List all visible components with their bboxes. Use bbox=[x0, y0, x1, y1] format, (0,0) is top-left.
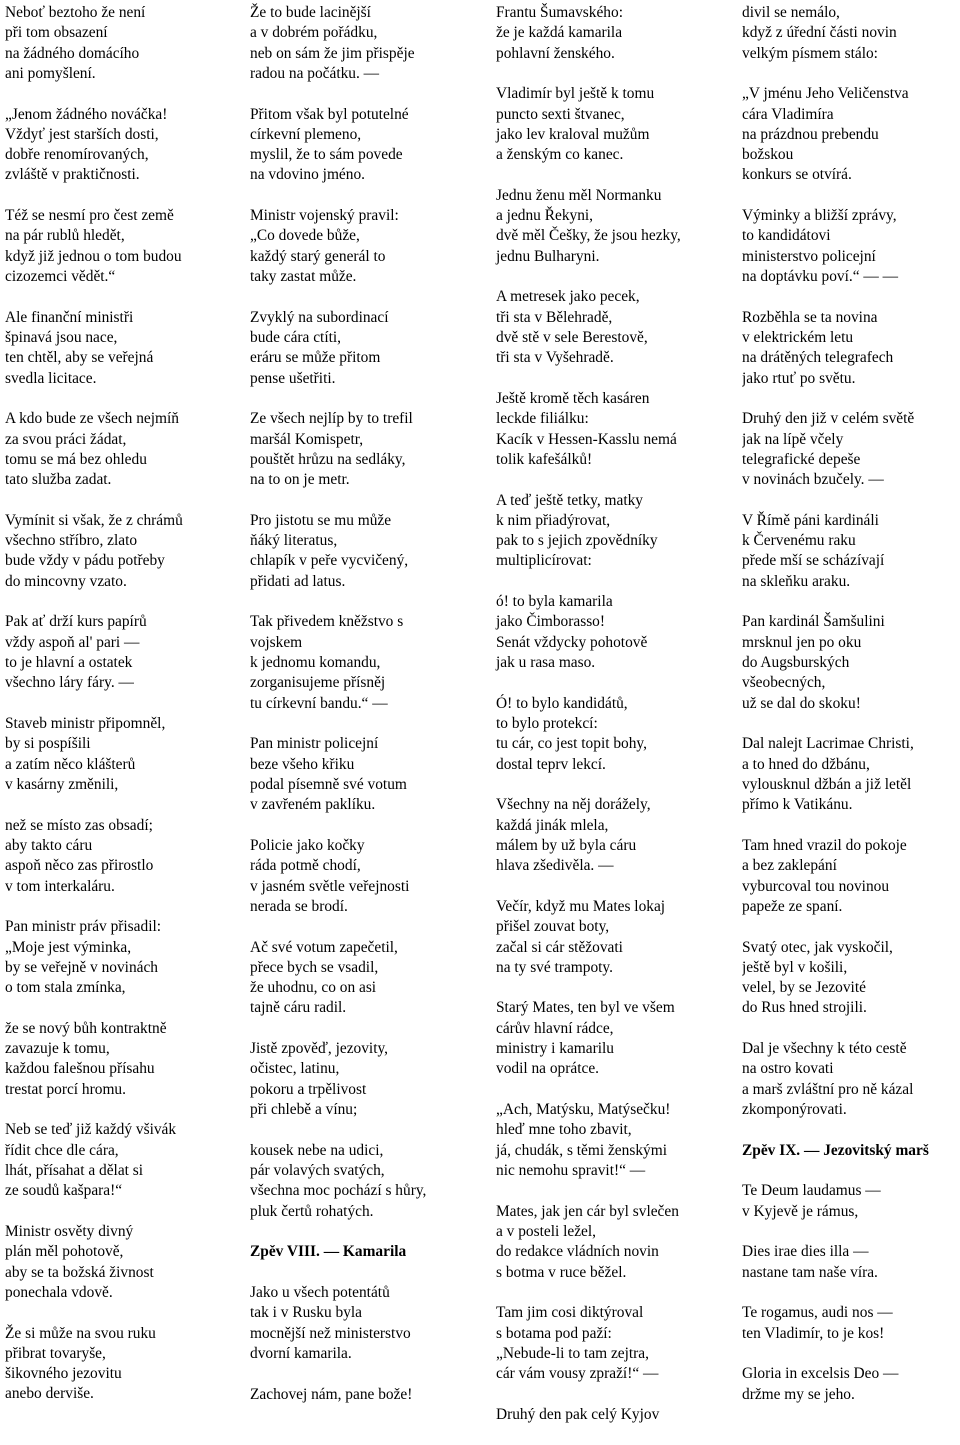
verse-line: Výminky a bližší zprávy, bbox=[742, 207, 897, 225]
verse-line: přede mší se scházívají bbox=[742, 552, 885, 570]
stanza bbox=[5, 105, 241, 186]
verse-line: jednu Bulharyni. bbox=[496, 247, 600, 265]
verse-line: Přitom však byl potutelné bbox=[250, 105, 409, 123]
verse-line: všechna moc pochází s hůry, bbox=[250, 1182, 427, 1200]
verse-line: Ale finanční ministři bbox=[5, 308, 134, 326]
verse-line: taky zastat může. bbox=[250, 268, 357, 286]
verse-line: Neb se teď již každý všivák bbox=[5, 1121, 177, 1139]
verse-line: když z úřední části novin bbox=[742, 24, 897, 42]
stanza bbox=[5, 308, 241, 389]
heading-text: Zpěv VIII. — Kamarila bbox=[250, 1243, 407, 1261]
verse-line: přibrat tovaryše, bbox=[5, 1344, 106, 1362]
verse-line: o tom stala zmínka, bbox=[5, 979, 126, 997]
verse-line: Vladimír byl ještě k tomu bbox=[496, 85, 655, 103]
verse-line: na doptávku poví.“ — — bbox=[742, 268, 899, 286]
verse-line: to bylo protekcí: bbox=[496, 715, 598, 733]
verse-line: a jednu Řekyni, bbox=[496, 207, 594, 225]
verse-line: zkomponýrovati. bbox=[742, 1100, 847, 1118]
verse-line: Senát vždycky pohotově bbox=[496, 633, 648, 651]
verse-line: přímo k Vatikánu. bbox=[742, 796, 853, 814]
stanza bbox=[5, 917, 241, 998]
stanza bbox=[5, 1120, 241, 1201]
verse-line: A teď ještě tetky, matky bbox=[496, 491, 644, 509]
verse-line: Staveb ministr připomněl, bbox=[5, 715, 166, 733]
verse-line: a zatím něco klášterů bbox=[5, 755, 136, 773]
verse-line: pouštět hrůzu na sedláky, bbox=[250, 450, 406, 468]
verse-line: v kasárny změnili, bbox=[5, 775, 119, 793]
verse-line: mocnější než ministerstvo bbox=[250, 1324, 411, 1342]
verse-line: Ač své votum zapečetil, bbox=[250, 938, 398, 956]
verse-line: tři sta v Vyšehradě. bbox=[496, 349, 614, 367]
verse-line: A kdo bude ze všech nejmíň bbox=[5, 410, 179, 428]
verse-line: a to hned do džbánu, bbox=[742, 755, 870, 773]
verse-line: Frantu Šumavského: bbox=[496, 4, 623, 21]
verse-line: Tam jim cosi diktýroval bbox=[496, 1304, 644, 1322]
verse-line: jako lev kraloval mužům bbox=[496, 125, 650, 143]
stanza bbox=[742, 308, 960, 389]
verse-line: dvorní kamarila. bbox=[250, 1344, 352, 1362]
stanza bbox=[496, 1303, 732, 1384]
verse-line: ještě byl v košili, bbox=[742, 958, 848, 976]
verse-line: tu cár, co jest topit bohy, bbox=[496, 735, 647, 753]
verse-line: ministerstvo policejní bbox=[742, 247, 876, 265]
verse-line: V Římě páni kardináli bbox=[742, 511, 879, 529]
stanza bbox=[742, 1181, 960, 1222]
verse-line: každá jinák mlela, bbox=[496, 816, 609, 834]
verse-line: jak na lípě včely bbox=[742, 430, 844, 448]
verse-line: Vždyť jest starších dosti, bbox=[5, 125, 159, 143]
verse-line: trestat porcí hromu. bbox=[5, 1080, 126, 1098]
verse-line: tu církevní bandu.“ — bbox=[250, 694, 388, 712]
stanza bbox=[742, 511, 960, 592]
verse-line: chlapík v peře vycvičený, bbox=[250, 552, 409, 570]
verse-line: cára Vladimíra bbox=[742, 105, 834, 123]
verse-line: církevní plemeno, bbox=[250, 125, 362, 143]
stanza bbox=[496, 592, 732, 673]
verse-line: Jednu ženu měl Normanku bbox=[496, 186, 662, 204]
verse-line: A metresek jako pecek, bbox=[496, 288, 640, 306]
stanza bbox=[496, 795, 732, 876]
stanza bbox=[742, 1242, 960, 1283]
stanza bbox=[742, 1303, 960, 1344]
stanza bbox=[742, 206, 960, 287]
verse-line: do Rus hned strojili. bbox=[742, 999, 867, 1017]
verse-line: všeobecných, bbox=[742, 674, 826, 692]
verse-line: Pan ministr policejní bbox=[250, 735, 379, 753]
verse-line: pokoru a trpělivost bbox=[250, 1080, 367, 1098]
verse-line: radou na počátku. — bbox=[250, 64, 380, 82]
verse-line: šikovného jezovitu bbox=[5, 1365, 122, 1383]
verse-line: na skleňku araku. bbox=[742, 572, 851, 590]
verse-line: už se dal do skoku! bbox=[742, 694, 861, 712]
stanza bbox=[496, 389, 732, 470]
verse-line: Ministr osvěty divný bbox=[5, 1222, 134, 1240]
verse-line: že uhodnu, co on asi bbox=[250, 979, 377, 997]
stanza bbox=[250, 105, 486, 186]
verse-line: svedla licitace. bbox=[5, 369, 97, 387]
stanza bbox=[5, 511, 241, 592]
verse-line: to je hlavní a ostatek bbox=[5, 654, 133, 672]
verse-line: dvě stě v sele Berestově, bbox=[496, 329, 648, 347]
verse-line: hleď mne toho zbavit, bbox=[496, 1121, 632, 1139]
verse-line: Dal je všechny k této cestě bbox=[742, 1040, 907, 1058]
verse-line: pluk čertů rohatých. bbox=[250, 1202, 374, 1220]
verse-line: ráda potmě chodí, bbox=[250, 857, 361, 875]
verse-line: nastane tam naše víra. bbox=[742, 1263, 878, 1281]
verse-line: „Nebude-li to tam zejtra, bbox=[496, 1344, 649, 1362]
section-heading bbox=[742, 1141, 960, 1161]
verse-line: na žádného domácího bbox=[5, 44, 140, 62]
verse-line: bude cára ctíti, bbox=[250, 329, 342, 347]
verse-line: multiplicírovat: bbox=[496, 552, 592, 570]
verse-line: za svou práci žádat, bbox=[5, 430, 127, 448]
verse-line: vojskem bbox=[250, 633, 303, 651]
stanza bbox=[250, 3, 486, 84]
verse-line: v novinách bzučely. — bbox=[742, 471, 884, 489]
stanza bbox=[496, 287, 732, 368]
stanza bbox=[742, 84, 960, 185]
stanza bbox=[5, 816, 241, 897]
stanza bbox=[742, 938, 960, 1019]
verse-line: plán měl pohotově, bbox=[5, 1243, 124, 1261]
verse-line: „V jménu Jeho Veličenstva bbox=[742, 85, 909, 103]
verse-line: vyburcoval tou novinou bbox=[742, 877, 890, 895]
verse-line: nic nemohu spravit!“ — bbox=[496, 1161, 646, 1179]
stanza bbox=[742, 612, 960, 713]
verse-line: velel, by se Jezovité bbox=[742, 979, 866, 997]
stanza bbox=[5, 3, 241, 84]
verse-line: aspoň něco zas přirostlo bbox=[5, 857, 154, 875]
verse-line: Te Deum laudamus — bbox=[742, 1182, 881, 1200]
verse-line: leckde filiálku: bbox=[496, 410, 589, 428]
stanza bbox=[742, 836, 960, 917]
verse-line: aby takto cáru bbox=[5, 836, 93, 854]
verse-line: Pro jistotu se mu může bbox=[250, 511, 392, 529]
verse-line: na ty své trampoty. bbox=[496, 958, 613, 976]
verse-line: Pan kardinál Šamšulini bbox=[742, 613, 885, 631]
verse-line: dostal teprv lekcí. bbox=[496, 755, 606, 773]
verse-line: než se místo zas obsadí; bbox=[5, 816, 153, 834]
stanza bbox=[496, 491, 732, 572]
verse-line: Zvyklý na subordinací bbox=[250, 308, 389, 326]
stanza bbox=[496, 1202, 732, 1283]
stanza bbox=[250, 206, 486, 287]
verse-line: aby se ta božská živnost bbox=[5, 1263, 154, 1281]
verse-line: by si pospíšili bbox=[5, 735, 91, 753]
verse-line: božskou bbox=[742, 146, 794, 164]
stanza bbox=[250, 1283, 486, 1364]
stanza bbox=[5, 206, 241, 287]
verse-line: Neboť beztoho že není bbox=[5, 4, 146, 21]
verse-line: hlava zšedivěla. — bbox=[496, 857, 614, 875]
verse-line: na vdovino jméno. bbox=[250, 166, 365, 184]
verse-line: Že si může na svou ruku bbox=[5, 1324, 156, 1342]
verse-line: kousek nebe na udici, bbox=[250, 1141, 384, 1159]
verse-line: a ženským co kanec. bbox=[496, 146, 624, 164]
verse-line: Gloria in excelsis Deo — bbox=[742, 1365, 899, 1383]
stanza bbox=[496, 897, 732, 978]
verse-line: tři sta v Bělehradě, bbox=[496, 308, 613, 326]
verse-line: Ještě kromě těch kasáren bbox=[496, 390, 650, 408]
verse-line: jak u rasa maso. bbox=[496, 654, 596, 672]
stanza bbox=[5, 409, 241, 490]
stanza bbox=[5, 714, 241, 795]
verse-line: neb on sám že jim přispěje bbox=[250, 44, 415, 62]
verse-line: cár vám vousy zpraží!“ — bbox=[496, 1365, 659, 1383]
verse-line: cárův hlavní rádce, bbox=[496, 1019, 614, 1037]
stanza bbox=[496, 1405, 732, 1425]
verse-line: do mincovny vzato. bbox=[5, 572, 127, 590]
verse-line: na ostro kovati bbox=[742, 1060, 834, 1078]
verse-line: beze všeho křiku bbox=[250, 755, 355, 773]
verse-line: Rozběhla se ta novina bbox=[742, 308, 878, 326]
verse-line: telegrafické depeše bbox=[742, 450, 861, 468]
verse-line: Tam hned vrazil do pokoje bbox=[742, 836, 907, 854]
verse-line: dobře renomírovaných, bbox=[5, 146, 149, 164]
verse-line: pohlavní ženského. bbox=[496, 44, 615, 62]
stanza bbox=[250, 308, 486, 389]
stanza bbox=[250, 938, 486, 1019]
verse-line: s botama pod paží: bbox=[496, 1324, 612, 1342]
verse-line: Tak přivedem kněžstvo s bbox=[250, 613, 404, 631]
stanza bbox=[5, 612, 241, 693]
verse-line: to kandidátovi bbox=[742, 227, 831, 245]
verse-line: že je každá kamarila bbox=[496, 24, 623, 42]
verse-line: eráru se může přitom bbox=[250, 349, 381, 367]
verse-line: Ministr vojenský pravil: bbox=[250, 207, 399, 225]
verse-line: Zachovej nám, pane bože! bbox=[250, 1385, 413, 1403]
verse-line: a marš zvláštní pro ně kázal bbox=[742, 1080, 914, 1098]
verse-line: ministry i kamarilu bbox=[496, 1040, 614, 1058]
stanza bbox=[250, 612, 486, 713]
verse-line: k jednomu komandu, bbox=[250, 654, 381, 672]
verse-line: Policie jako kočky bbox=[250, 836, 365, 854]
verse-line: Dies irae dies illa — bbox=[742, 1243, 869, 1261]
verse-line: zvláště v praktičnosti. bbox=[5, 166, 140, 184]
verse-line: každou falešnou přísahu bbox=[5, 1060, 155, 1078]
verse-line: Kacík v Hessen-Kasslu nemá bbox=[496, 430, 677, 448]
stanza bbox=[496, 84, 732, 165]
verse-line: v elektrickém letu bbox=[742, 329, 854, 347]
verse-line: všechno láry fáry. — bbox=[5, 674, 134, 692]
stanza bbox=[250, 1141, 486, 1222]
verse-line: že se nový bůh kontraktně bbox=[5, 1019, 167, 1037]
column-4 bbox=[742, 3, 960, 1425]
verse-line: tomu se má bez ohledu bbox=[5, 450, 147, 468]
stanza bbox=[250, 836, 486, 917]
stanza bbox=[496, 694, 732, 775]
verse-line: ani pomyšlení. bbox=[5, 64, 96, 82]
verse-line: podal písemně své votum bbox=[250, 775, 407, 793]
verse-line: ze soudů kašpara!“ bbox=[5, 1182, 123, 1200]
verse-line: Mates, jak jen cár byl svlečen bbox=[496, 1202, 679, 1220]
stanza bbox=[250, 511, 486, 592]
verse-line: papeže ze spaní. bbox=[742, 897, 843, 915]
verse-line: při tom obsazení bbox=[5, 24, 108, 42]
verse-line: Též se nesmí pro čest země bbox=[5, 207, 174, 225]
verse-line: vylousknul džbán a již letěl bbox=[742, 775, 912, 793]
verse-line: Všechny na něj dorážely, bbox=[496, 796, 651, 814]
verse-line: držme my se jeho. bbox=[742, 1385, 855, 1403]
verse-line: v jasném světle veřejnosti bbox=[250, 877, 410, 895]
stanza bbox=[250, 409, 486, 490]
verse-line: mrsknul jen po oku bbox=[742, 633, 862, 651]
verse-line: ó! to byla kamarila bbox=[496, 593, 613, 611]
stanza bbox=[496, 186, 732, 267]
verse-line: na to on je metr. bbox=[250, 471, 350, 489]
verse-line: maršál Komispetr, bbox=[250, 430, 364, 448]
verse-line: k nim přiadýrovat, bbox=[496, 511, 611, 529]
stanza bbox=[742, 1364, 960, 1405]
verse-line: zavazuje k tomu, bbox=[5, 1040, 110, 1058]
verse-line: anebo derviše. bbox=[5, 1385, 94, 1403]
verse-line: tato služba zadat. bbox=[5, 471, 112, 489]
verse-line: Pak ať drží kurs papírů bbox=[5, 613, 147, 631]
verse-line: divil se nemálo, bbox=[742, 4, 840, 21]
verse-line: pak to s jejich zpovědníky bbox=[496, 532, 658, 550]
verse-line: já, chudák, s těmi ženskými bbox=[496, 1141, 667, 1159]
stanza bbox=[250, 1385, 486, 1405]
stanza bbox=[742, 734, 960, 815]
stanza bbox=[742, 409, 960, 490]
verse-line: vodil na oprátce. bbox=[496, 1060, 599, 1078]
stanza bbox=[496, 998, 732, 1079]
verse-line: cizozemci vědět.“ bbox=[5, 268, 116, 286]
verse-line: tolik kafešálků! bbox=[496, 450, 593, 468]
column-3 bbox=[496, 3, 732, 1445]
verse-line: Pan ministr práv přisadil: bbox=[5, 918, 162, 936]
verse-line: pár volavých svatých, bbox=[250, 1161, 385, 1179]
verse-line: puncto sexti štvanec, bbox=[496, 105, 625, 123]
verse-line: jako Čimborasso! bbox=[496, 613, 606, 631]
section-heading bbox=[250, 1242, 486, 1262]
stanza bbox=[5, 1019, 241, 1100]
verse-line: bude vždy v pádu potřeby bbox=[5, 552, 165, 570]
verse-line: Ze všech nejlíp by to trefil bbox=[250, 410, 413, 428]
verse-line: by se veřejně v novinách bbox=[5, 958, 158, 976]
verse-line: začal si cár stěžovati bbox=[496, 938, 623, 956]
verse-line: Dal nalejt Lacrimae Christi, bbox=[742, 735, 914, 753]
verse-line: ten Vladimír, to je kos! bbox=[742, 1324, 885, 1342]
verse-line: ponechala vdově. bbox=[5, 1283, 113, 1301]
verse-line: v zavřeném paklíku. bbox=[250, 796, 376, 814]
verse-line: špinavá jsou nace, bbox=[5, 329, 118, 347]
verse-line: dvě měl Češky, že jsou hezky, bbox=[496, 227, 681, 245]
verse-line: všechno stříbro, zlato bbox=[5, 532, 138, 550]
verse-line: Te rogamus, audi nos — bbox=[742, 1304, 893, 1322]
verse-line: myslil, že to sám povede bbox=[250, 146, 403, 164]
verse-line: zorganisujeme přísněj bbox=[250, 674, 386, 692]
verse-line: Svatý otec, jak vyskočil, bbox=[742, 938, 893, 956]
verse-line: Ó! to bylo kandidátů, bbox=[496, 694, 628, 712]
stanza bbox=[496, 3, 732, 64]
verse-line: a v posteli ležel, bbox=[496, 1222, 597, 1240]
stanza bbox=[250, 734, 486, 815]
verse-line: „Co dovede bůže, bbox=[250, 227, 360, 245]
verse-line: „Jenom žádného nováčka! bbox=[5, 105, 168, 123]
verse-line: málem by už byla cáru bbox=[496, 836, 637, 854]
verse-line: řídit chce dle cára, bbox=[5, 1141, 119, 1159]
verse-line: na prázdnou prebendu bbox=[742, 125, 879, 143]
verse-line: lhát, přísahat a dělat si bbox=[5, 1161, 144, 1179]
verse-line: tajně cáru radil. bbox=[250, 999, 347, 1017]
verse-line: na drátěných telegrafech bbox=[742, 349, 894, 367]
stanza bbox=[250, 1039, 486, 1120]
verse-line: Večír, když mu Mates lokaj bbox=[496, 897, 666, 915]
verse-line: tak i v Rusku byla bbox=[250, 1304, 363, 1322]
verse-line: Druhý den již v celém světě bbox=[742, 410, 915, 428]
verse-line: na pár rublů hledět, bbox=[5, 227, 125, 245]
verse-line: „Ach, Matýsku, Matýsečku! bbox=[496, 1101, 671, 1119]
verse-line: do redakce vládních novin bbox=[496, 1243, 659, 1261]
verse-line: Že to bude lacinější bbox=[250, 4, 371, 21]
verse-line: konkurs se otvírá. bbox=[742, 166, 852, 184]
verse-line: do Augsburských bbox=[742, 654, 850, 672]
verse-line: jako rtuť po světu. bbox=[742, 369, 856, 387]
verse-line: pense ušetřiti. bbox=[250, 369, 336, 387]
verse-line: když již jednou o tom budou bbox=[5, 247, 182, 265]
verse-line: přece bych se vsadil, bbox=[250, 958, 379, 976]
column-1 bbox=[5, 3, 241, 1425]
verse-line: každý starý generál to bbox=[250, 247, 386, 265]
verse-line: při chlebě a vínu; bbox=[250, 1100, 358, 1118]
verse-line: přidati ad latus. bbox=[250, 572, 346, 590]
verse-line: v tom interkaláru. bbox=[5, 877, 115, 895]
stanza bbox=[496, 1100, 732, 1181]
verse-line: a v dobrém pořádku, bbox=[250, 24, 378, 42]
verse-line: „Moje jest výminka, bbox=[5, 938, 132, 956]
verse-line: a bez zaklepání bbox=[742, 857, 837, 875]
stanza bbox=[5, 1324, 241, 1405]
heading-text: Zpěv IX. — Jezovitský marš bbox=[742, 1141, 929, 1159]
stanza bbox=[742, 3, 960, 64]
stanza bbox=[742, 1039, 960, 1120]
verse-line: přišel zouvat boty, bbox=[496, 918, 610, 936]
verse-line: k Červenému raku bbox=[742, 532, 856, 550]
verse-line: v Kyjevě je rámus, bbox=[742, 1202, 859, 1220]
verse-line: Jistě zpověď, jezovity, bbox=[250, 1040, 389, 1058]
verse-line: s botma v ruce běžel. bbox=[496, 1263, 627, 1281]
verse-line: nerada se brodí. bbox=[250, 897, 348, 915]
stanza bbox=[5, 1222, 241, 1303]
verse-line: Druhý den pak celý Kyjov bbox=[496, 1405, 660, 1423]
verse-line: Vymínit si však, že z chrámů bbox=[5, 511, 183, 529]
verse-line: Starý Mates, ten byl ve všem bbox=[496, 999, 675, 1017]
column-2 bbox=[250, 3, 486, 1425]
verse-line: Jako u všech potentátů bbox=[250, 1283, 390, 1301]
verse-line: ňáký literatus, bbox=[250, 532, 338, 550]
verse-line: očistec, latinu, bbox=[250, 1060, 340, 1078]
verse-line: vždy aspoň al' pari — bbox=[5, 633, 140, 651]
verse-line: ten chtěl, aby se veřejná bbox=[5, 349, 154, 367]
verse-line: velkým písmem stálo: bbox=[742, 44, 878, 62]
